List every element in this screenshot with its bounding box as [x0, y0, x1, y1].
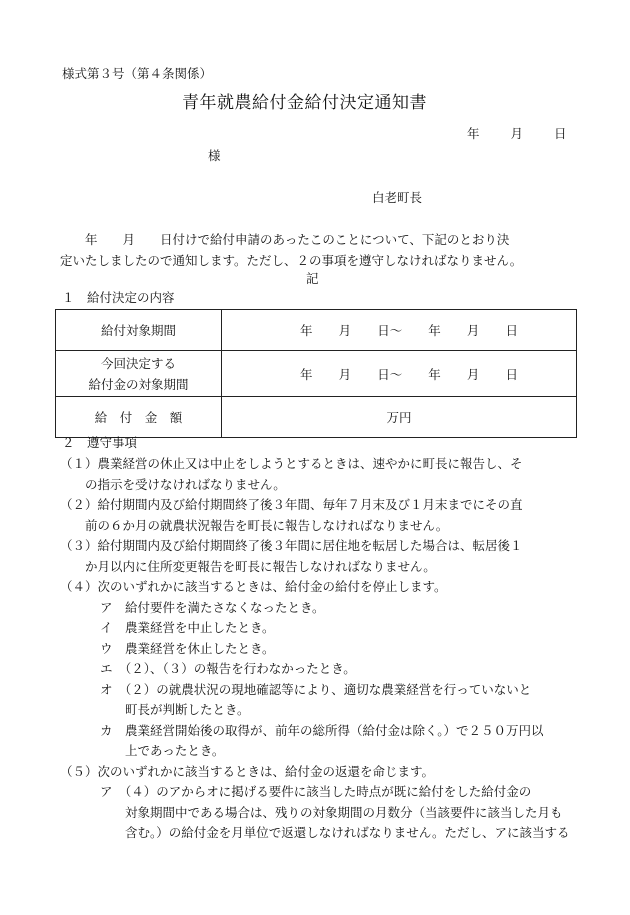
- item5-line1: （５）次のいずれかに該当するときは、給付金の返還を命じます。: [60, 763, 435, 779]
- sub5-a-line3: 含む。）の給付金を月単位で返還しなければなりません。ただし、アに該当する: [100, 825, 570, 840]
- label-grant-amount: 給 付 金 額: [56, 397, 222, 438]
- sub4-o-line2: 町長が判断したとき。: [100, 702, 250, 717]
- sub4-i: イ 農業経営を中止したとき。: [100, 620, 275, 635]
- grant-amount-value: 万円: [222, 397, 577, 438]
- sub4-e: エ （２）、（３）の報告を行わなかったとき。: [100, 661, 356, 676]
- intro-line-2: 定いたしましたので通知します。ただし、２の事項を遵守しなければなりません。: [60, 252, 523, 268]
- grant-decision-table: [55, 309, 577, 438]
- intro-line-1: 年 月 日付けで給付申請のあったこのことについて、下記のとおり決: [60, 232, 510, 247]
- sub4-a: ア 給付要件を満たさなくなったとき。: [100, 599, 325, 615]
- item1-line2: の指示を受けなければなりません。: [60, 476, 286, 492]
- table-row: [56, 397, 577, 438]
- sub4-ka-line1: カ 農業経営開始後の取得が、前年の総所得（給付金は除く。）で２５０万円以: [100, 722, 544, 738]
- item3-line1: （３）給付期間内及び給付期間終了後３年間に居住地を転居した場合は、転居後１: [60, 538, 523, 553]
- section1-heading: １ 給付決定の内容: [62, 290, 175, 305]
- item2-line2: 前の６か月の就農状況報告を町長に報告しなければなりません。: [60, 517, 449, 533]
- table-row: [56, 351, 577, 397]
- recipient-suffix: 様: [208, 148, 221, 163]
- label-grant-period: 給付対象期間: [56, 310, 222, 351]
- item3-line2: か月以内に住所変更報告を町長に報告しなければなりません。: [60, 558, 436, 574]
- table-row: [56, 310, 577, 351]
- item1-line1: （１）農業経営の休止又は中止をしようとするときは、速やかに町長に報告し、そ: [60, 456, 523, 471]
- sub5-a-line2: 対象期間中である場合は、残りの対象期間の月数分（当該要件に該当した月も: [100, 804, 563, 820]
- document-title: 青年就農給付金給付決定通知書: [182, 93, 427, 113]
- sub5-a-line1: ア （４）のアからオに掲げる要件に該当した時点が既に給付をした給付金の: [100, 784, 532, 799]
- item2-line1: （２）給付期間内及び給付期間終了後３年間、毎年７月末及び１月末までにその直: [60, 497, 523, 512]
- issuer: 白老町長: [372, 190, 423, 205]
- intro-paragraph: [60, 230, 580, 271]
- compliance-items: [60, 454, 580, 844]
- item4-line1: （４）次のいずれかに該当するときは、給付金の給付を停止します。: [60, 579, 447, 594]
- ki-marker: 記: [306, 271, 319, 286]
- label-decided-period: 今回決定する 給付金の対象期間: [56, 351, 222, 397]
- date-line: 年 月 日: [467, 126, 569, 141]
- sub4-ka-line2: 上であったとき。: [100, 743, 225, 758]
- form-number: 様式第３号（第４条関係）: [62, 66, 213, 81]
- section2-heading: ２ 遵守事項: [62, 435, 138, 450]
- sub4-u: ウ 農業経営を休止したとき。: [100, 640, 275, 656]
- grant-period-value: 年 月 日～ 年 月 日: [222, 310, 577, 351]
- decided-period-value: 年 月 日～ 年 月 日: [222, 351, 577, 397]
- sub4-o-line1: オ （２）の就農状況の現地確認等により、適切な農業経営を行っていないと: [100, 681, 532, 697]
